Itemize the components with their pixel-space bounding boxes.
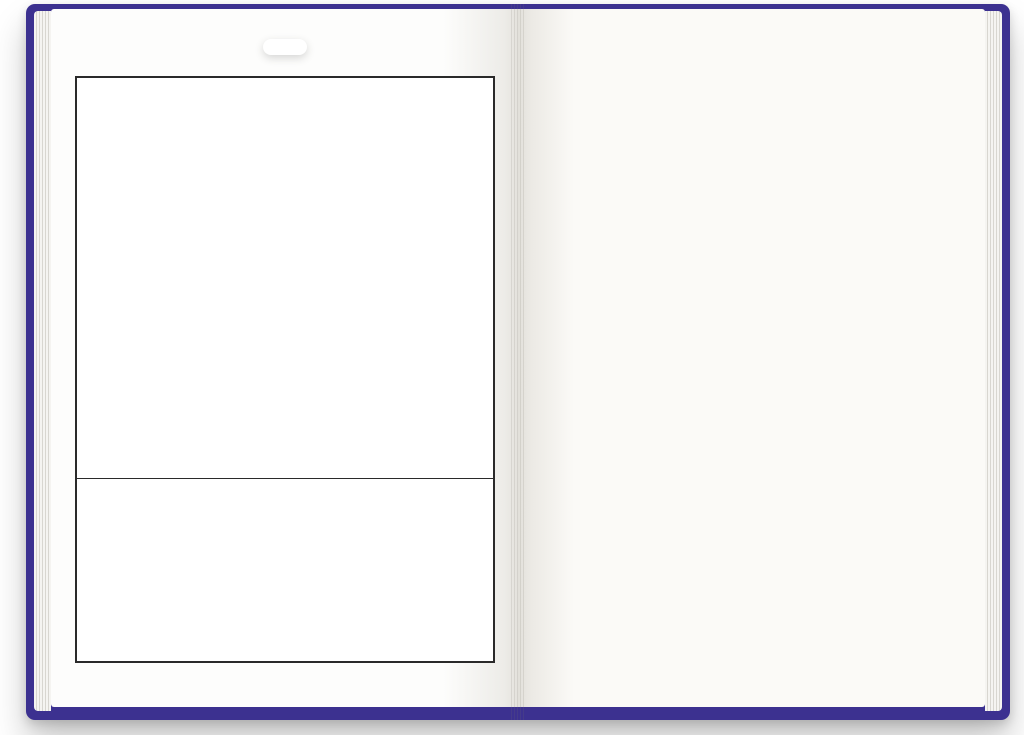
book bbox=[26, 4, 1010, 720]
page-stack-left bbox=[34, 11, 51, 711]
page-stack-right bbox=[985, 11, 1002, 711]
left-page bbox=[51, 9, 518, 707]
book-gutter bbox=[511, 4, 525, 720]
rainbow-grid bbox=[75, 76, 495, 663]
rainbow-grid-top bbox=[77, 78, 493, 478]
right-page bbox=[518, 9, 985, 707]
chapter-banner bbox=[263, 39, 307, 55]
rainbow-grid-bottom bbox=[77, 478, 493, 661]
